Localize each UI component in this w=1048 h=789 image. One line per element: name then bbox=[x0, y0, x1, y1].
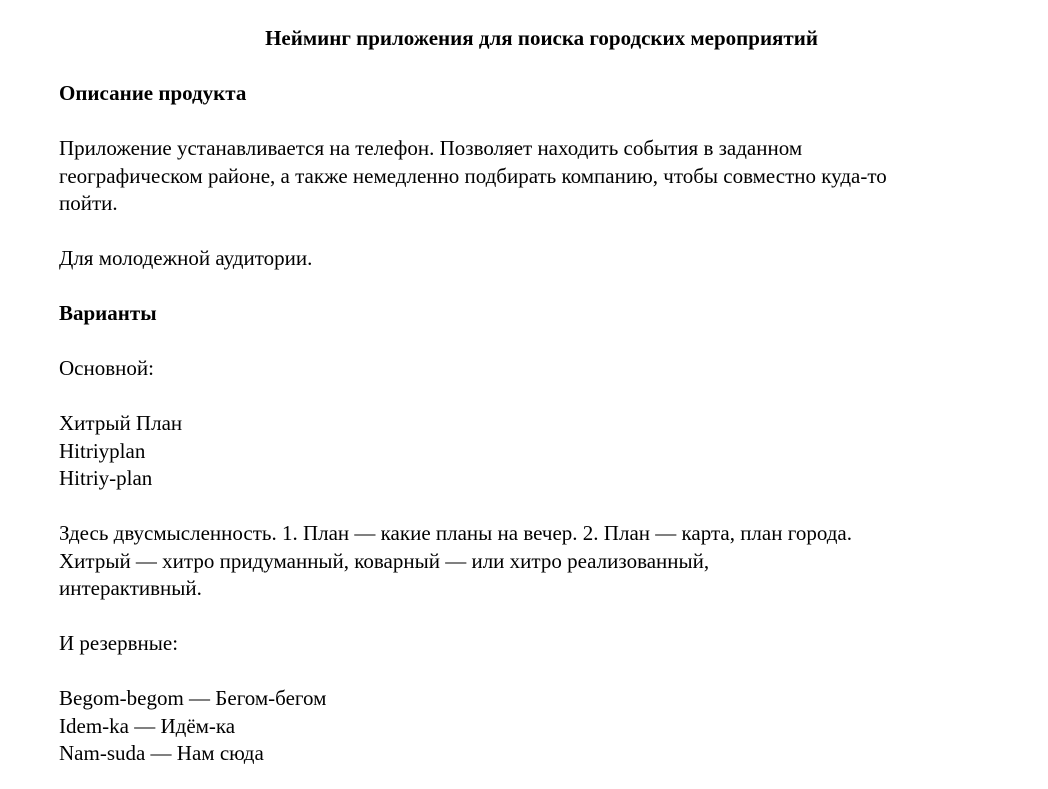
reserve-name-item: Idem-ka — Идём-ка bbox=[59, 713, 236, 738]
explanation-paragraph bbox=[59, 520, 1019, 603]
description-paragraph bbox=[59, 135, 1019, 218]
main-name-item: Hitriy-plan bbox=[59, 466, 153, 490]
reserve-names-list bbox=[59, 685, 1019, 768]
spacer bbox=[59, 658, 1019, 686]
reserve-name-item: Nam-suda — Нам сюда bbox=[59, 741, 264, 765]
explanation-line: Хитрый — хитро придуманный, коварный — или хитро реализованный, bbox=[59, 548, 710, 573]
main-label: Основной: bbox=[59, 356, 154, 380]
explanation-line: Здесь двусмысленность. 1. План — какие планы на вечер. 2. План — карта, план города. bbox=[59, 521, 852, 545]
audience-text: Для молодежной аудитории. bbox=[59, 246, 313, 270]
reserve-label: И резервные: bbox=[59, 631, 179, 655]
document-title: Нейминг приложения для поиска городских мероприятий bbox=[265, 26, 818, 50]
document-body bbox=[59, 80, 1019, 768]
spacer bbox=[59, 328, 1019, 356]
description-heading: Описание продукта bbox=[59, 81, 247, 105]
description-line: пойти. bbox=[59, 191, 118, 215]
main-names-list bbox=[59, 410, 1019, 493]
description-line: Приложение устанавливается на телефон. Позволяет находить события в заданном bbox=[59, 136, 803, 160]
spacer bbox=[59, 218, 1019, 246]
reserve-name-item: Begom-begom — Бегом-бегом bbox=[59, 686, 327, 710]
spacer bbox=[59, 603, 1019, 631]
spacer bbox=[59, 383, 1019, 411]
explanation-line: интерактивный. bbox=[59, 576, 202, 600]
spacer bbox=[59, 273, 1019, 301]
spacer bbox=[59, 108, 1019, 136]
spacer bbox=[59, 493, 1019, 521]
main-name-item: Хитрый План bbox=[59, 411, 183, 435]
variants-heading: Варианты bbox=[59, 301, 157, 325]
description-line: географическом районе, а также немедленно подбирать компанию, чтобы совместно куда-то bbox=[59, 163, 887, 188]
main-name-item: Hitriyplan bbox=[59, 438, 146, 463]
